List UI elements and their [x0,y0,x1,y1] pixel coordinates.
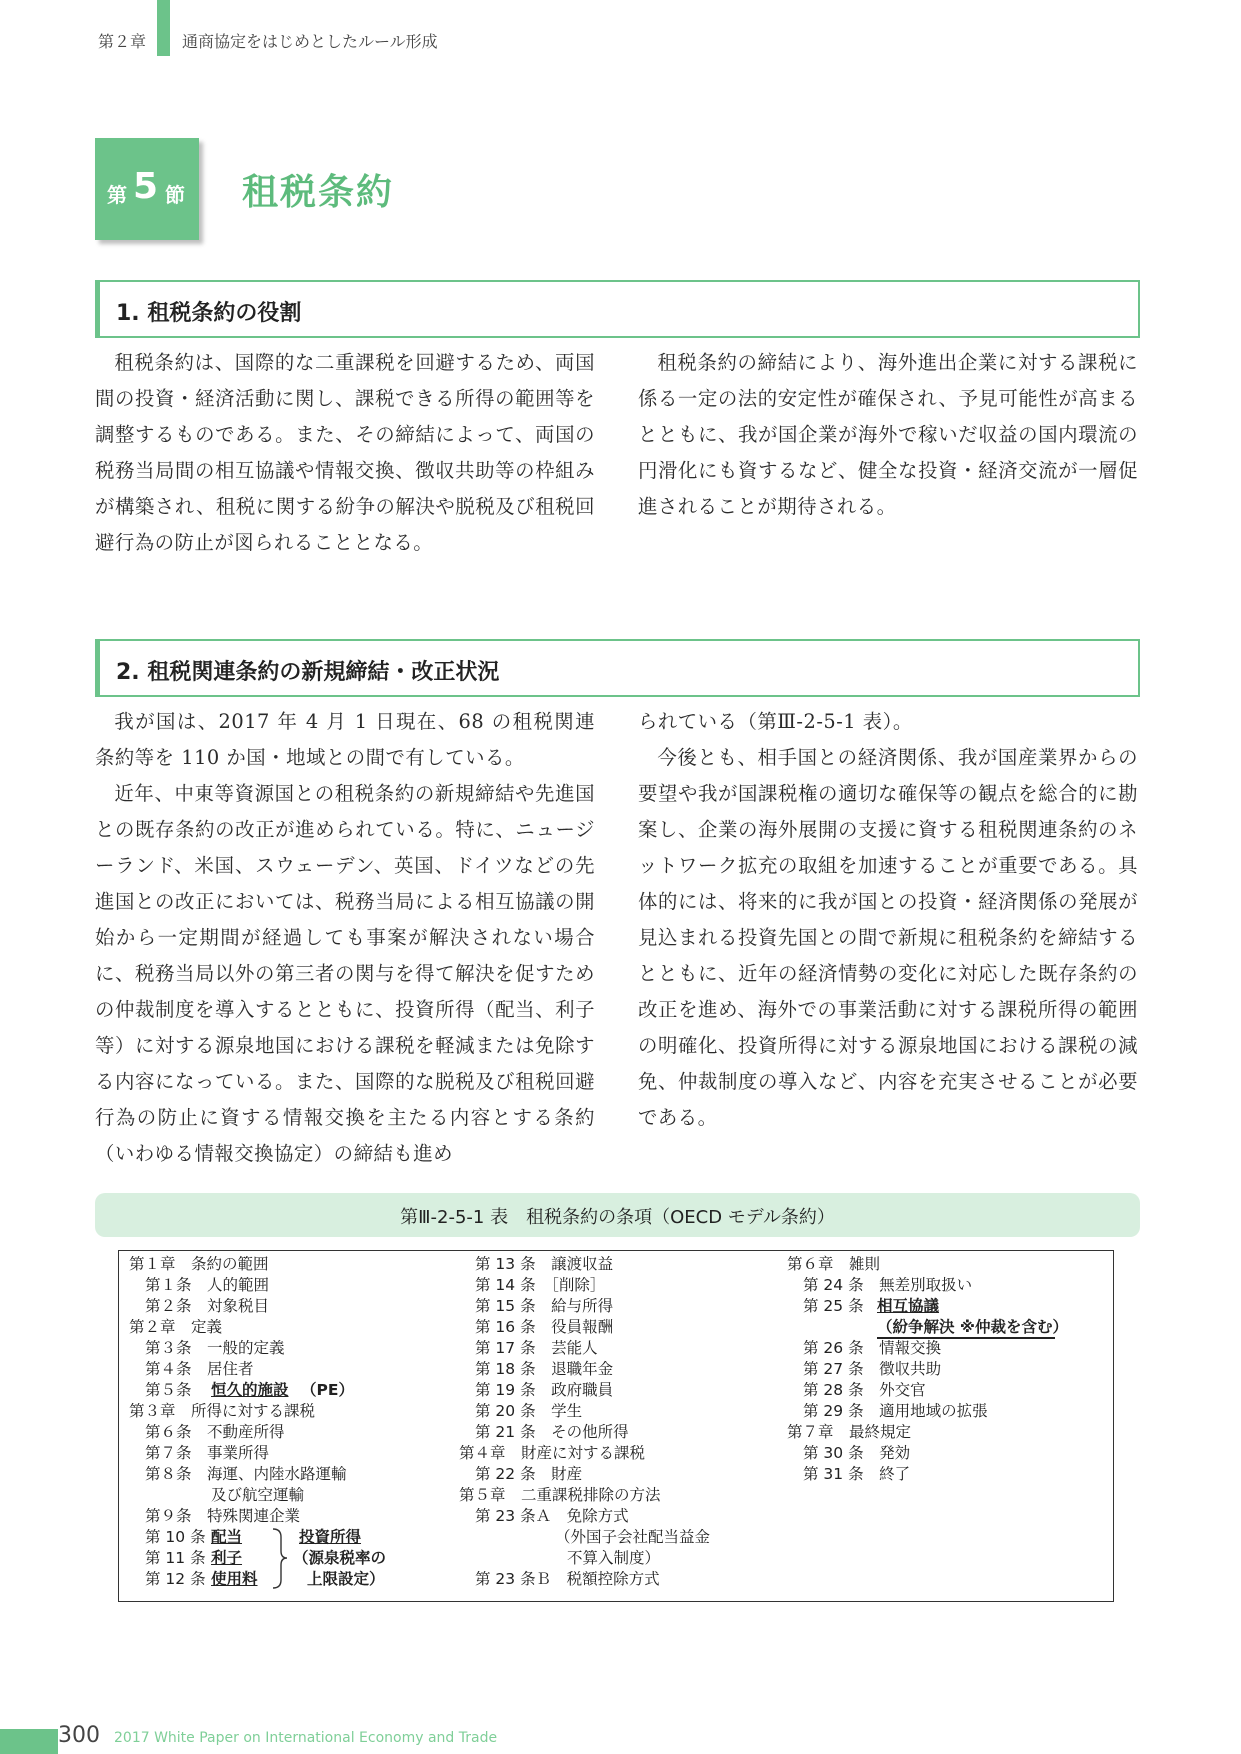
section-badge [95,138,199,240]
table-item: 第 29 条 適用地域の拡張 [803,1402,988,1420]
table-item: 第７条 事業所得 [145,1444,270,1462]
chapter-title: 通商協定をはじめとしたルール形成 [182,32,438,51]
table-item: 第 22 条 財産 [475,1465,583,1483]
table-item: 第 28 条 外交官 [803,1381,926,1399]
table-item: 第 14 条 ［削除］ [475,1276,606,1294]
table-item: 第３条 一般的定義 [145,1339,285,1357]
table-item: （外国子会社配当益金 [555,1528,711,1546]
table-item: 第４章 財産に対する課税 [459,1444,646,1462]
table-item: 第９条 特殊関連企業 [145,1507,301,1525]
table-item: 第７章 最終規定 [787,1423,912,1441]
table-item: 第 13 条 譲渡収益 [475,1255,614,1273]
table-item: 第 18 条 退職年金 [475,1360,614,1378]
table-title: 第Ⅲ-2-5-1 表 租税条約の条項（OECD モデル条約） [400,1207,835,1228]
subsection-1-left-column [95,345,595,561]
subsection-1-heading: 1. 租税条約の役割 [116,301,302,326]
table-item: 第４条 居住者 [145,1360,254,1378]
table-item: （源泉税率の [293,1549,387,1567]
table-item: 第 16 条 役員報酬 [475,1318,614,1336]
paragraph: 近年、中東等資源国との租税条約の新規締結や先進国との既存条約の改正が進められている。特に、ニュージーランド、米国、スウェーデン、英国、ドイツなどの先進国との改正においては、税務当局による相互協議の開始から一定期間が経過しても事案が解決されない場合に、税務当局以外の第三者の関与を得て解決を促すための仲裁制度を導入するとともに、投資所得（配当、利子等）に対する源泉地国における課税を軽減または免除する内容になっている。また、国際的な脱税及び租税回避行為の防止に資する情報交換を主たる内容とする条約（いわゆる情報交換協定）の締結も進め [95,782,595,1165]
table-item-emphasis: 配当 [211,1528,243,1546]
table-item: 第３章 所得に対する課税 [129,1402,316,1420]
table-item: 第 24 条 無差別取扱い [803,1276,973,1294]
table-item: 第 26 条 情報交換 [803,1339,942,1357]
table-item: 第１条 人的範囲 [145,1276,270,1294]
subsection-2-left-column [95,704,595,1172]
paragraph: 今後とも、相手国との経済関係、我が国産業界からの要望や我が国課税権の適切な確保等の観点を総合的に勘案し、企業の海外展開の支援に資する租税関連条約のネットワーク拡充の取組を加速することが重要である。具体的には、将来的に我が国との投資・経済関係の発展が見込まれる投資先国との間で新規に租税条約を締結するとともに、近年の経済情勢の変化に対応した既存条約の改正を進め、海外での事業活動に対する課税所得の範囲の明確化、投資所得に対する源泉地国における課税の減免、仲裁制度の導入など、内容を充実させることが必要である。 [638,746,1138,1129]
table-item: 第１章 条約の範囲 [129,1255,269,1273]
table-item: 第８条 海運、内陸水路運輸 [145,1465,347,1483]
footer-accent-bar [0,1729,58,1754]
subsection-1-right-column [638,345,1138,525]
table-item: 第 23 条Ａ 免除方式 [475,1507,629,1525]
page-number: 300 [58,1723,100,1748]
table-item: 第 19 条 政府職員 [475,1381,614,1399]
footer-publication-title: 2017 White Paper on International Economy and Trade [114,1730,498,1746]
paragraph: 租税条約の締結により、海外進出企業に対する課税に係る一定の法的安定性が確保され、予見可能性が高まるとともに、我が国企業が海外で稼いだ収益の国内環流の円滑化にも資するなど、健全な投資・経済交流が一層促進されることが期待される。 [638,351,1138,518]
header-accent-bar [157,0,170,56]
table-item: （PE） [301,1381,354,1399]
table-item: 第 12 条 [145,1570,206,1588]
table-item-emphasis: 使用料 [211,1570,258,1588]
table-item: 第 11 条 [145,1549,206,1567]
section-number: 5 [133,166,159,207]
subsection-2-heading: 2. 租税関連条約の新規締結・改正状況 [116,660,500,685]
table-item: 第６条 不動産所得 [145,1423,285,1441]
table-item: 第 15 条 給与所得 [475,1297,614,1315]
paragraph: られている（第Ⅲ-2-5-1 表）。 [638,710,913,733]
table-item: 第２章 定義 [129,1318,223,1336]
subsection-2-right-column [638,704,1138,1136]
table-item: 及び航空運輸 [211,1486,305,1504]
section-setsu: 節 [165,183,185,207]
table-item-emphasis: 投資所得 [299,1528,362,1546]
table-item: 第 10 条 [145,1528,206,1546]
table-item: 第 27 条 徴収共助 [803,1360,942,1378]
table-item-emphasis: 利子 [211,1549,243,1567]
table-item: 第 17 条 芸能人 [475,1339,598,1357]
table-item: 不算入制度） [567,1549,661,1567]
chapter-label: 第２章 [98,32,147,51]
section-dai: 第 [107,183,127,207]
table-item: 第２条 対象税目 [145,1297,270,1315]
table-item: 第６章 雑則 [787,1255,881,1273]
table-item: 第 20 条 学生 [475,1402,583,1420]
table-box [118,1250,1114,1602]
brace-icon [269,1527,289,1590]
subsection-1-heading-box [95,280,1140,338]
table-item: 第 23 条Ｂ 税額控除方式 [475,1570,660,1588]
table-item: 第 30 条 発効 [803,1444,911,1462]
table-title-bar [95,1193,1140,1237]
table-item-emphasis: 恒久的施設 [211,1381,289,1399]
table-item-emphasis: 相互協議 [877,1297,940,1315]
table-item: 第 31 条 終了 [803,1465,911,1483]
table-item: 第５章 二重課税排除の方法 [459,1486,661,1504]
table-item: 第５条 [145,1381,192,1399]
table-item: 上限設定） [307,1570,385,1588]
paragraph: 租税条約は、国際的な二重課税を回避するため、両国間の投資・経済活動に関し、課税できる所得の範囲等を調整するものである。また、その締結によって、両国の税務当局間の相互協議や情報交換、徴収共助等の枠組みが構築され、租税に関する紛争の解決や脱税及び租税回避行為の防止が図られることとなる。 [95,351,595,554]
table-item: 第 21 条 その他所得 [475,1423,629,1441]
table-item: （紛争解決 ※仲裁を含む） [877,1318,1068,1336]
paragraph: 我が国は、2017 年 4 月 1 日現在、68 の租税関連条約等を 110 か国・地域との間で有している。 [95,710,595,769]
subsection-2-heading-box [95,639,1140,697]
section-title: 租税条約 [242,171,395,213]
table-item: 第 25 条 [803,1297,864,1315]
